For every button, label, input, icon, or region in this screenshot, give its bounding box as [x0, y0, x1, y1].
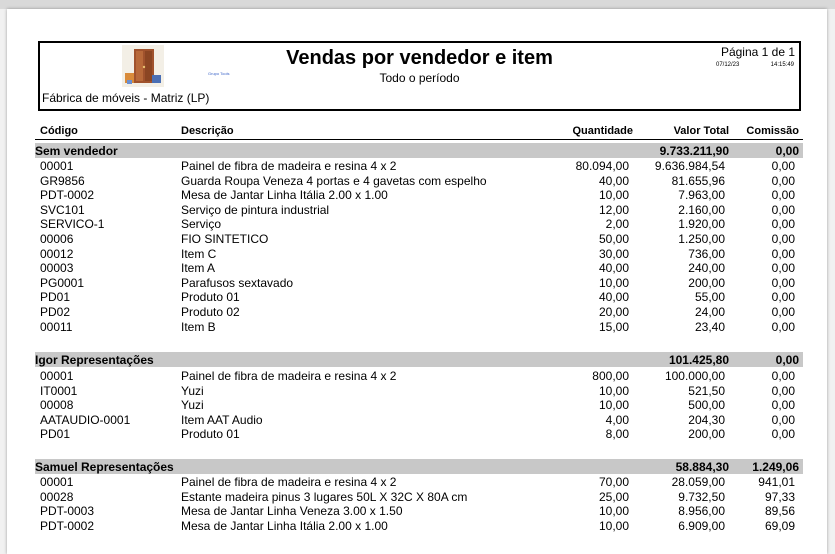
cell-quantity: 25,00 — [598, 489, 629, 504]
cell-quantity: 30,00 — [598, 246, 629, 261]
cell-commission: 0,00 — [771, 369, 795, 383]
group-total: 101.425,80 — [668, 353, 729, 367]
cell-quantity: 80.094,00 — [575, 159, 629, 173]
cell-quantity: 50,00 — [598, 232, 629, 246]
cell-description: Painel de fibra de madeira e resina 4 x 2 — [181, 369, 397, 383]
table-row — [7, 427, 827, 442]
cell-total: 6.909,00 — [678, 518, 725, 533]
cell-commission: 0,00 — [771, 159, 795, 173]
cell-description: Mesa de Jantar Linha Itália 2.00 x 1.00 — [181, 518, 388, 533]
cell-quantity: 10,00 — [598, 398, 629, 413]
cell-total: 23,40 — [694, 319, 725, 334]
cell-description: Yuzi — [181, 398, 204, 413]
cell-code: GR9856 — [40, 173, 85, 188]
cell-quantity: 4,00 — [605, 412, 629, 427]
cell-commission: 0,00 — [771, 398, 795, 413]
cell-code: 00028 — [40, 489, 74, 504]
cell-code: PDT-0003 — [40, 504, 95, 519]
cell-code: PG0001 — [40, 275, 85, 290]
cell-code: 00008 — [40, 398, 74, 413]
table-row — [7, 174, 827, 189]
cell-quantity: 70,00 — [598, 475, 629, 489]
cell-code: 00012 — [40, 246, 74, 261]
group-commission: 0,00 — [775, 353, 799, 367]
cell-commission: 0,00 — [771, 319, 795, 334]
cell-code: 00001 — [40, 159, 74, 173]
table-row — [7, 203, 827, 218]
cell-total: 28.059,00 — [671, 475, 725, 489]
table-row — [7, 290, 827, 305]
cell-description: Yuzi — [181, 383, 204, 398]
cell-code: SVC101 — [40, 202, 85, 217]
cell-commission: 0,00 — [771, 246, 795, 261]
cell-code: 00011 — [40, 319, 73, 334]
header-commission: Comissão — [746, 125, 799, 137]
cell-total: 240,00 — [688, 261, 725, 276]
cell-commission: 0,00 — [771, 383, 795, 398]
table-row — [7, 519, 827, 534]
group-commission: 0,00 — [775, 144, 799, 158]
table-row — [7, 490, 827, 505]
cell-commission: 69,09 — [764, 518, 795, 533]
table-row — [7, 413, 827, 428]
cell-description: Guarda Roupa Veneza 4 portas e 4 gavetas com espelho — [181, 173, 487, 188]
cell-total: 55,00 — [694, 290, 725, 305]
cell-description: Estante madeira pinus 3 lugares 50L X 32C X 80A cm — [181, 489, 468, 504]
table-row — [7, 369, 827, 384]
group-name: Samuel Representações — [35, 460, 174, 474]
cell-quantity: 10,00 — [598, 275, 629, 290]
table-row — [7, 398, 827, 413]
cell-total: 81.655,96 — [671, 173, 725, 188]
group-total: 9.733.211,90 — [659, 144, 729, 158]
cell-quantity: 10,00 — [598, 188, 629, 203]
cell-total: 1.250,00 — [678, 232, 725, 246]
group-total: 58.884,30 — [675, 460, 729, 474]
cell-total: 200,00 — [688, 427, 725, 442]
cell-commission: 0,00 — [771, 412, 795, 427]
table-row — [7, 232, 827, 247]
cell-description: Produto 01 — [181, 290, 240, 305]
cell-code: PD02 — [40, 305, 71, 319]
table-row — [7, 504, 827, 519]
cell-commission: 0,00 — [771, 305, 795, 319]
cell-code: 00001 — [40, 475, 74, 489]
company-name: Fábrica de móveis - Matriz (LP) — [42, 91, 210, 105]
table-row — [7, 276, 827, 291]
cell-commission: 0,00 — [771, 217, 795, 232]
cell-commission: 941,01 — [758, 475, 795, 489]
cell-commission: 0,00 — [771, 232, 795, 246]
cell-code: 00006 — [40, 232, 74, 246]
report-page — [7, 9, 827, 554]
cell-quantity: 15,00 — [598, 319, 629, 334]
cell-commission: 0,00 — [771, 202, 795, 217]
viewer-toolbar — [0, 0, 835, 9]
table-row — [7, 320, 827, 335]
cell-description: Mesa de Jantar Linha Itália 2.00 x 1.00 — [181, 188, 388, 203]
table-row — [7, 247, 827, 262]
cell-code: PDT-0002 — [40, 188, 95, 203]
report-date: 07/12/23 — [716, 62, 740, 68]
cell-quantity: 40,00 — [598, 290, 629, 305]
cell-code: AATAUDIO-0001 — [40, 412, 131, 427]
cell-code: SERVICO-1 — [40, 217, 105, 232]
cell-total: 204,30 — [688, 412, 725, 427]
cell-code: PD01 — [40, 290, 71, 305]
column-headers — [35, 124, 803, 140]
cell-quantity: 2,00 — [605, 217, 629, 232]
cell-quantity: 12,00 — [598, 202, 629, 217]
cell-total: 521,50 — [688, 383, 725, 398]
cell-commission: 0,00 — [771, 261, 795, 276]
cell-total: 24,00 — [694, 305, 725, 319]
group-header-igor-representacoes — [35, 352, 803, 367]
table-row — [7, 384, 827, 399]
table-row — [7, 305, 827, 320]
cell-total: 1.920,00 — [678, 217, 725, 232]
report-subtitle: Todo o período — [379, 71, 460, 85]
cell-quantity: 10,00 — [598, 518, 629, 533]
cell-description: FIO SINTETICO — [181, 232, 269, 246]
cell-total: 736,00 — [688, 246, 725, 261]
table-row — [7, 475, 827, 490]
cell-description: Item C — [181, 246, 217, 261]
cell-code: PDT-0002 — [40, 518, 95, 533]
cell-description: Produto 01 — [181, 427, 240, 442]
cell-code: PD01 — [40, 427, 71, 442]
cell-total: 2.160,00 — [678, 202, 725, 217]
cell-description: Parafusos sextavado — [181, 275, 294, 290]
header-code: Código — [40, 125, 78, 137]
logo-tagline: Grupo Tools — [208, 71, 230, 76]
cell-commission: 0,00 — [771, 275, 795, 290]
cell-code: 00001 — [40, 369, 74, 383]
cell-total: 9.636.984,54 — [654, 159, 725, 173]
cell-commission: 0,00 — [771, 188, 795, 203]
cell-code: IT0001 — [40, 383, 78, 398]
cell-description: Painel de fibra de madeira e resina 4 x 2 — [181, 159, 397, 173]
cell-description: Item A — [181, 261, 216, 276]
group-header-samuel-representacoes — [35, 459, 803, 474]
cell-total: 200,00 — [688, 275, 725, 290]
group-name: Sem vendedor — [35, 144, 118, 158]
cell-description: Painel de fibra de madeira e resina 4 x 2 — [181, 475, 397, 489]
report-title: Vendas por vendedor e item — [286, 47, 553, 69]
cell-quantity: 8,00 — [605, 427, 629, 442]
cell-total: 8.956,00 — [678, 504, 725, 519]
cell-commission: 0,00 — [771, 173, 795, 188]
cell-description: Item B — [181, 319, 216, 334]
cell-total: 7.963,00 — [678, 188, 725, 203]
cell-commission: 89,56 — [764, 504, 795, 519]
cell-commission: 0,00 — [771, 427, 795, 442]
cell-code: 00003 — [40, 261, 74, 276]
cell-quantity: 10,00 — [598, 383, 629, 398]
table-row — [7, 159, 827, 174]
cell-description: Mesa de Jantar Linha Veneza 3.00 x 1.50 — [181, 504, 403, 519]
group-name: Igor Representações — [35, 353, 154, 367]
table-row — [7, 188, 827, 203]
group-commission: 1.249,06 — [752, 460, 799, 474]
cell-total: 9.732,50 — [678, 489, 725, 504]
cell-description: Serviço de pintura industrial — [181, 202, 330, 217]
cell-quantity: 800,00 — [592, 369, 629, 383]
cell-total: 100.000,00 — [664, 369, 725, 383]
report-header — [38, 41, 801, 111]
group-header-sem-vendedor — [35, 143, 803, 158]
cell-commission: 0,00 — [771, 290, 795, 305]
cell-total: 500,00 — [688, 398, 725, 413]
cell-quantity: 10,00 — [598, 504, 629, 519]
page-number: Página 1 de 1 — [720, 45, 795, 59]
cell-description: Serviço — [181, 217, 222, 232]
cell-commission: 97,33 — [764, 489, 795, 504]
header-description: Descrição — [181, 125, 234, 137]
cell-quantity: 40,00 — [598, 173, 629, 188]
cell-quantity: 20,00 — [598, 305, 629, 319]
cell-quantity: 40,00 — [598, 261, 629, 276]
table-row — [7, 217, 827, 232]
cell-description: Produto 02 — [181, 305, 240, 319]
table-row — [7, 261, 827, 276]
header-quantity: Quantidade — [572, 125, 633, 137]
report-time: 14:15:49 — [770, 62, 794, 68]
header-total: Valor Total — [673, 125, 729, 137]
cell-description: Item AAT Audio — [181, 412, 263, 427]
